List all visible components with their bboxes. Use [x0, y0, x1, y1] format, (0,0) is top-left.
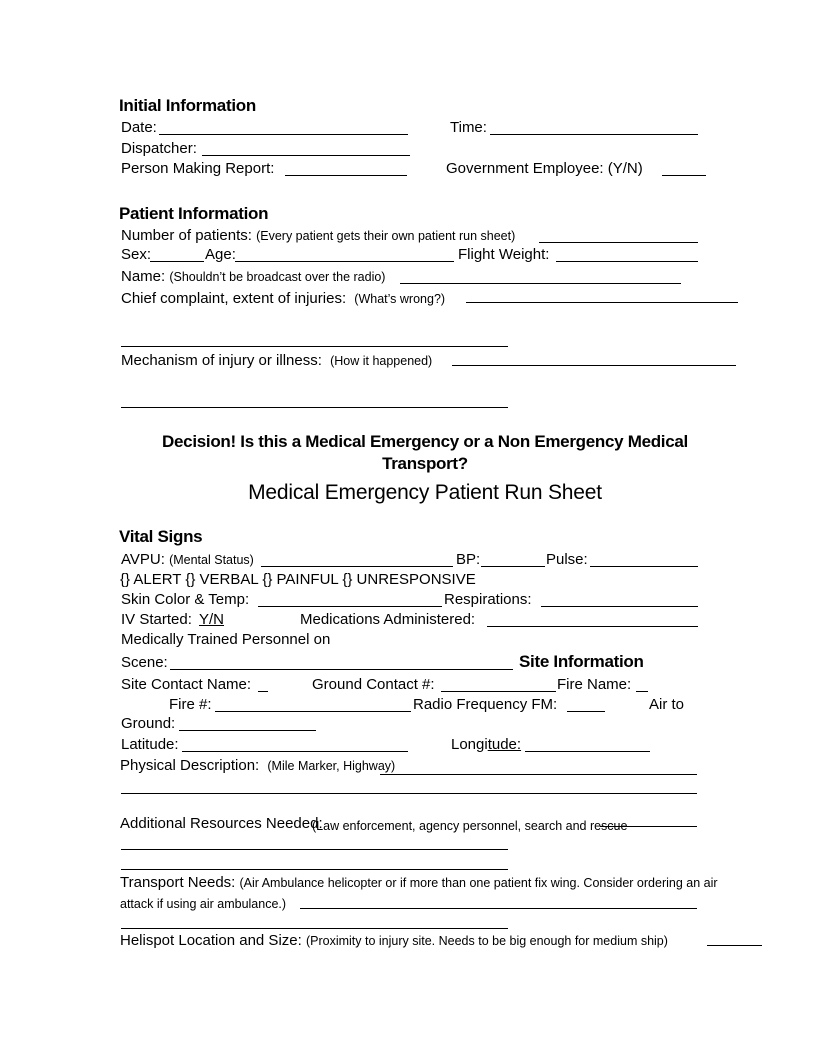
mechanism-field[interactable]	[452, 365, 736, 366]
person-making-report-label: Person Making Report:	[121, 160, 275, 177]
time-label: Time:	[450, 119, 487, 136]
chief-complaint-field[interactable]	[466, 302, 738, 303]
additional-resources-field-3[interactable]	[121, 869, 508, 870]
physical-description-note: (Mile Marker, Highway)	[267, 759, 396, 773]
name-text: Name:	[121, 268, 166, 285]
fire-name-field[interactable]	[636, 691, 648, 692]
decision-line-1: Decision! Is this a Medical Emergency or a Non Emergency Medical	[162, 432, 688, 451]
name-field[interactable]	[400, 283, 681, 284]
physical-description-field[interactable]	[380, 774, 697, 775]
site-contact-label: Site Contact Name:	[121, 676, 252, 693]
sex-field[interactable]	[150, 261, 204, 262]
helispot-label	[120, 932, 668, 950]
iv-started-label: IV Started:	[121, 611, 192, 628]
name-label	[121, 268, 385, 286]
government-employee-label: Government Employee: (Y/N)	[446, 160, 643, 177]
fire-name-label: Fire Name:	[557, 676, 632, 693]
mechanism-note: (How it happened)	[330, 354, 433, 368]
bp-label: BP:	[456, 551, 481, 568]
physical-description-label	[120, 757, 395, 775]
vital-signs-heading: Vital Signs	[119, 527, 203, 546]
transport-needs-text: Transport Needs:	[120, 874, 236, 891]
longitude-label	[451, 736, 521, 754]
avpu-options[interactable]: {} ALERT {} VERBAL {} PAINFUL {} UNRESPONSIVE	[120, 571, 476, 588]
avpu-label	[121, 551, 254, 569]
transport-needs-note-2: attack if using air ambulance.)	[120, 897, 287, 911]
flight-weight-field[interactable]	[556, 261, 698, 262]
physical-description-field-2[interactable]	[121, 793, 697, 794]
skin-color-label: Skin Color & Temp:	[121, 591, 250, 608]
longitude-field[interactable]	[525, 751, 650, 752]
site-contact-field[interactable]	[258, 691, 268, 692]
person-making-report-field[interactable]	[285, 175, 407, 176]
transport-needs-field[interactable]	[300, 908, 697, 909]
pulse-field[interactable]	[590, 566, 698, 567]
latitude-field[interactable]	[182, 751, 408, 752]
respirations-field[interactable]	[541, 606, 698, 607]
flight-weight-label: Flight Weight:	[458, 246, 550, 263]
chief-complaint-text: Chief complaint, extent of injuries:	[121, 290, 347, 307]
avpu-field[interactable]	[261, 566, 453, 567]
avpu-note: (Mental Status)	[169, 553, 254, 567]
mechanism-text: Mechanism of injury or illness:	[121, 352, 322, 369]
helispot-text: Helispot Location and Size:	[120, 932, 302, 949]
page-title: Medical Emergency Patient Run Sheet	[248, 481, 602, 504]
radio-frequency-label: Radio Frequency FM:	[413, 696, 558, 713]
sex-label: Sex:	[121, 246, 152, 263]
ground-contact-label: Ground Contact #:	[312, 676, 435, 693]
bp-field[interactable]	[481, 566, 545, 567]
skin-color-field[interactable]	[258, 606, 442, 607]
mechanism-field-2[interactable]	[121, 407, 508, 408]
longitude-text-a: Longi	[451, 736, 488, 753]
time-field[interactable]	[490, 134, 698, 135]
iv-started-value[interactable]: Y/N	[199, 611, 225, 628]
age-field[interactable]	[235, 261, 454, 262]
medications-label: Medications Administered:	[300, 611, 476, 628]
date-field[interactable]	[159, 134, 408, 135]
fire-number-field[interactable]	[215, 711, 411, 712]
helispot-note: (Proximity to injury site. Needs to be big enough for medium ship)	[305, 934, 668, 948]
transport-needs-note-1: (Air Ambulance helicopter or if more than one patient fix wing. Consider ordering an air	[239, 876, 718, 890]
initial-information-heading: Initial Information	[119, 96, 256, 115]
respirations-label: Respirations:	[444, 591, 532, 608]
additional-resources-field-2[interactable]	[121, 849, 508, 850]
number-of-patients-label	[121, 227, 515, 245]
chief-complaint-field-2[interactable]	[121, 346, 508, 347]
scene-label: Scene:	[121, 654, 168, 671]
mechanism-label	[121, 352, 432, 370]
transport-needs-label	[120, 874, 718, 892]
patient-information-heading: Patient Information	[119, 204, 269, 223]
physical-description-text: Physical Description:	[120, 757, 260, 774]
avpu-text: AVPU:	[121, 551, 165, 568]
ground-contact-field[interactable]	[441, 691, 556, 692]
trained-personnel-label: Medically Trained Personnel on	[121, 631, 331, 648]
dispatcher-label: Dispatcher:	[121, 140, 197, 157]
radio-frequency-field[interactable]	[567, 711, 605, 712]
chief-complaint-note: (What’s wrong?)	[354, 292, 446, 306]
age-label: Age:	[205, 246, 236, 263]
government-employee-field[interactable]	[662, 175, 706, 176]
helispot-field[interactable]	[707, 945, 762, 946]
longitude-text-b: tude:	[487, 736, 522, 753]
scene-field[interactable]	[170, 669, 513, 670]
latitude-label: Latitude:	[121, 736, 179, 753]
date-label: Date:	[121, 119, 157, 136]
fire-number-label: Fire #:	[169, 696, 212, 713]
number-of-patients-field[interactable]	[539, 242, 698, 243]
air-to-label: Air to	[649, 696, 685, 713]
transport-needs-field-2[interactable]	[121, 928, 508, 929]
additional-resources-field[interactable]	[600, 826, 697, 827]
dispatcher-field[interactable]	[202, 155, 410, 156]
medications-field[interactable]	[487, 626, 698, 627]
name-note: (Shouldn’t be broadcast over the radio)	[169, 270, 386, 284]
number-of-patients-note: (Every patient gets their own patient run sheet)	[256, 229, 516, 243]
additional-resources-note: (Law enforcement, agency personnel, search and rescue	[312, 819, 628, 833]
air-to-ground-field[interactable]	[179, 730, 316, 731]
pulse-label: Pulse:	[546, 551, 588, 568]
number-of-patients-text: Number of patients:	[121, 227, 252, 244]
chief-complaint-label	[121, 290, 445, 308]
site-information-heading: Site Information	[519, 652, 644, 671]
additional-resources-label: Additional Resources Needed:	[120, 815, 323, 832]
decision-line-2: Transport?	[382, 454, 468, 473]
air-to-ground-label: Ground:	[121, 715, 176, 732]
